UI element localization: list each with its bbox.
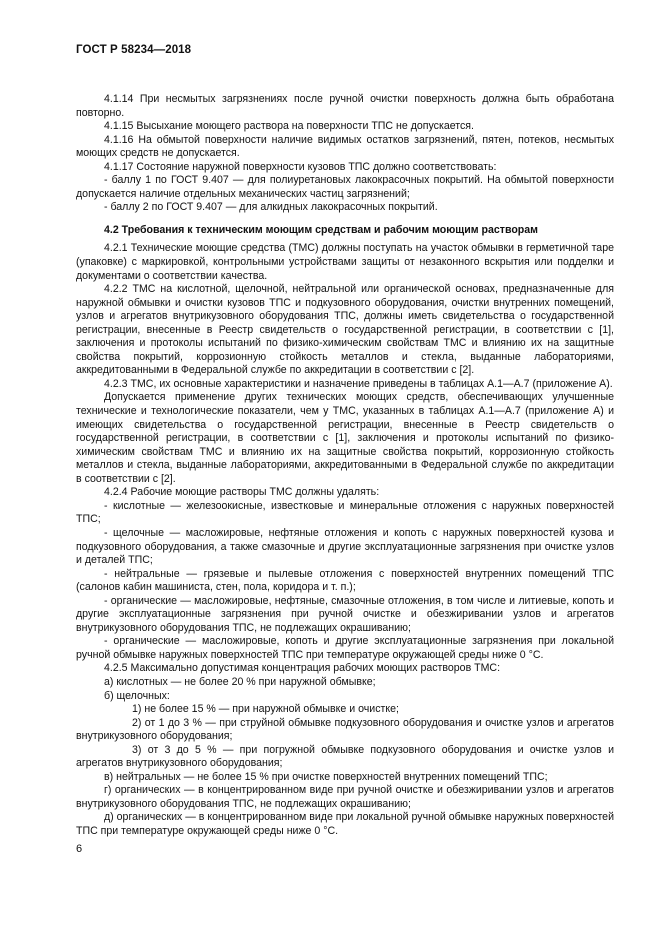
- paragraph-4-2-1: 4.2.1 Технические моющие средства (ТМС) должны поступать на участок обмывки в герметичной таре (упаковке) с маркировкой, контрольными устройствами защиты от незаконного вскрытия или подделки и документами о соответствии качества.: [76, 242, 614, 282]
- paragraph-4-1-15: 4.1.15 Высыхание моющего раствора на поверхности ТПС не допускается.: [104, 120, 474, 133]
- list-item: - органические — масложировые, нефтяные, смазочные отложения, в том числе и литиевые, копоть и другие эксплуатационные загрязнения при ручной очистке и обезжиривании узлов и агрегатов внутрикузовного оборудования ТПС, не подлежащих окрашиванию;: [76, 594, 614, 634]
- paragraph-4-2-5: 4.2.5 Максимально допустимая концентрация рабочих моющих растворов ТМС:: [104, 662, 501, 675]
- list-item: - органические — масложировые, копоть и другие эксплуатационные загрязнения при локальной ручной обмывке наружных поверхностей ТПС при температуре окружающей среды ниже 0 °С.: [76, 635, 614, 661]
- paragraph-4-2-4: 4.2.4 Рабочие моющие растворы ТМС должны удалять:: [104, 486, 380, 499]
- document-header: ГОСТ Р 58234—2018: [76, 44, 192, 56]
- paragraph-4-1-16: 4.1.16 На обмытой поверхности наличие видимых остатков загрязнений, пятен, потеков, несмытых моющих средств не допускается.: [76, 133, 614, 160]
- document-body: [76, 93, 614, 839]
- list-item: - баллу 1 по ГОСТ 9.407 — для полиуретановых лакокрасочных покрытий. На обмытой поверхности допускается наличие отдельных механических частиц загрязнений;: [76, 174, 614, 200]
- list-item: - щелочные — масложировые, нефтяные отложения и копоть с наружных поверхностей кузова и подкузовного оборудования, а также смазочные и другие эксплуатационные загрязнения при очистке узлов и деталей ТПС;: [76, 526, 614, 567]
- list-item: - нейтральные — грязевые и пылевые отложения с поверхностей внутренних помещений ТПС (салонов кабин машиниста, стен, пола, коридора и т. п.);: [76, 567, 614, 594]
- paragraph-4-1-17: 4.1.17 Состояние наружной поверхности кузовов ТПС должно соответствовать:: [104, 160, 497, 173]
- list-item: в) нейтральных — не более 15 % при очистке поверхностей внутренних помещений ТПС;: [104, 770, 548, 783]
- section-heading-4-2: 4.2 Требования к техническим моющим средствам и рабочим моющим растворам: [104, 223, 539, 236]
- paragraph-alternative-tms: Допускается применение других технических моющих средств, обеспечивающих улучшенные технические и технологические показатели, чем у ТМС, указанных в таблицах А.1—А.7 (приложение А) и имеющих свидетельства о государственной регистрации, внесенные в Реестр свидетельств о государственной регистрации, в соответствии с [1], заключения и протоколы испытаний по физико-химическим свойствам ТМС и влиянию их на защитные свойства покрытий, коррозионную стойкость металлов и стекла, выданные лабораториями, аккредитованными в Федеральной службе по аккредитации в соответствии с [2].: [76, 391, 614, 485]
- list-item: а) кислотных — не более 20 % при наружной обмывке;: [104, 675, 376, 688]
- list-subitem: 3) от 3 до 5 % — при погружной обмывке подкузовного оборудования и очистке узлов и агрегатов внутрикузовного оборудования;: [76, 743, 614, 770]
- list-item: д) органических — в концентрированном виде при локальной ручной обмывке наружных поверхностей ТПС при температуре окружающей среды ниже 0 °С.: [76, 811, 614, 837]
- paragraph-4-1-14: 4.1.14 При несмытых загрязнениях после ручной очистки поверхность должна быть обработана повторно.: [76, 93, 614, 119]
- list-item: г) органических — в концентрированном виде при ручной очистке и обезжиривании узлов и агрегатов внутрикузовного оборудования ТПС, не подлежащих окрашиванию;: [76, 784, 614, 810]
- paragraph-4-2-3: 4.2.3 ТМС, их основные характеристики и назначение приведены в таблицах А.1—А.7 (приложение А).: [104, 377, 613, 390]
- list-item: б) щелочных:: [104, 689, 170, 702]
- list-item: - баллу 2 по ГОСТ 9.407 — для алкидных лакокрасочных покрытий.: [104, 201, 438, 214]
- list-subitem: 2) от 1 до 3 % — при струйной обмывке подкузовного оборудования и очистке узлов и агрегатов внутрикузовного оборудования;: [76, 716, 614, 743]
- paragraph-4-2-2: 4.2.2 ТМС на кислотной, щелочной, нейтральной или органической основах, предназначенные для наружной обмывки и очистки кузовов ТПС и подкузовного оборудования, очистки внутренних помещений, узлов и агрегатов внутрикузовного оборудования ТПС, должны иметь свидетельства о государственной регистрации, внесенные в Реестр свидетельств о государственной регистрации, в соответствии с [1], заключения и протоколы испытаний по физико-химическим свойствам ТМС и влиянию их на защитные свойства покрытий, коррозионную стойкость металлов и стекла, выданные лабораториями, аккредитованными в Федеральной службе по аккредитации в соответствии с [2].: [76, 283, 614, 377]
- page-number: 6: [76, 843, 83, 855]
- list-item: - кислотные — железоокисные, известковые и минеральные отложения с наружных поверхностей ТПС;: [76, 499, 614, 526]
- list-subitem: 1) не более 15 % — при наружной обмывке и очистке;: [132, 703, 399, 716]
